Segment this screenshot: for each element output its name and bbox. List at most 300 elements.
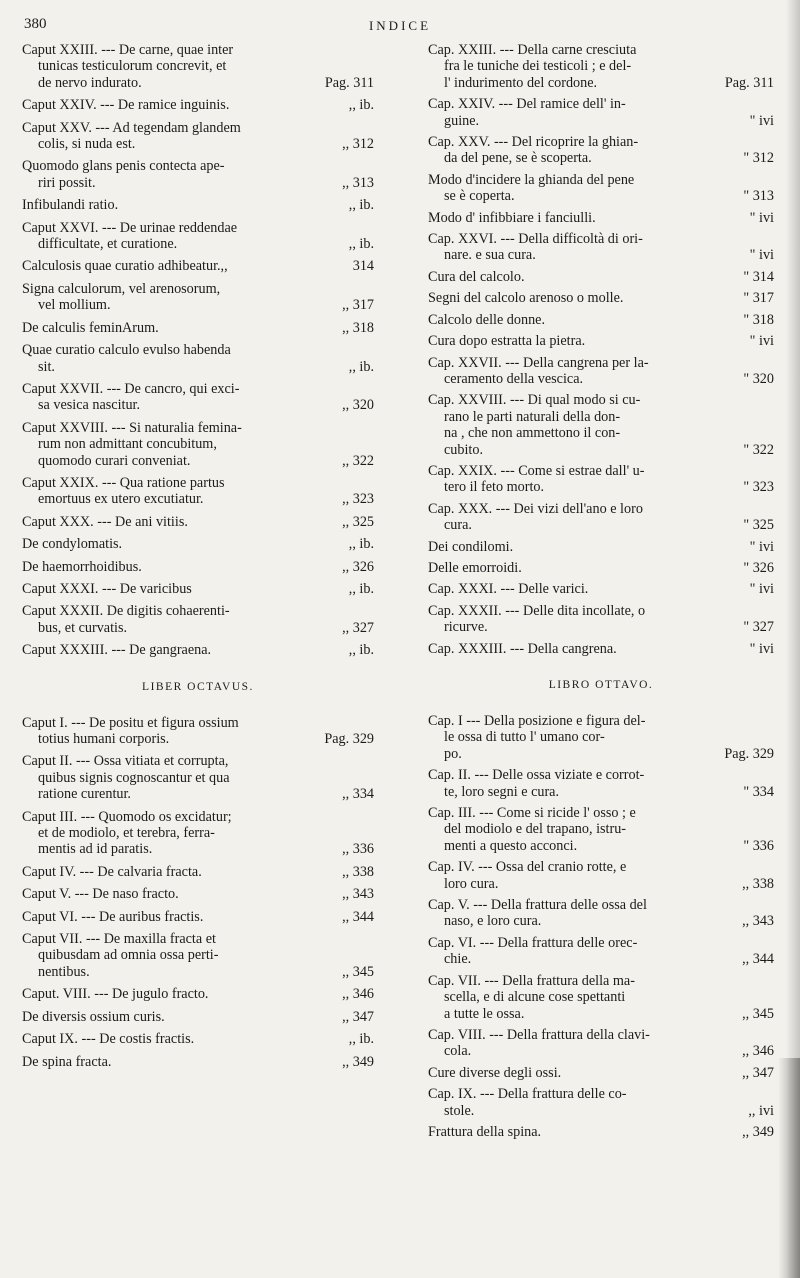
entry-line bbox=[22, 770, 374, 786]
entry-text: Cap. XXIII. --- Della carne cresciuta bbox=[428, 42, 637, 58]
entry-text: ceramento della vescica. bbox=[444, 370, 584, 387]
entry-text: Cap. IX. --- Della frattura delle co- bbox=[428, 1086, 627, 1103]
index-entry bbox=[428, 581, 774, 597]
entry-line bbox=[22, 491, 374, 507]
entry-text: rano le parti naturali della don- bbox=[444, 408, 621, 425]
entry-page-ref: ,, 325 bbox=[342, 513, 374, 530]
entry-page-ref: ,, 323 bbox=[342, 491, 374, 508]
index-entry bbox=[428, 603, 774, 636]
entry-page-ref: ,, 338 bbox=[742, 875, 774, 892]
entry-line bbox=[22, 1054, 374, 1070]
index-entry bbox=[22, 536, 374, 552]
entry-line bbox=[428, 729, 774, 745]
entry-page-ref: " 320 bbox=[743, 370, 774, 387]
entry-page-ref: ,, ib. bbox=[348, 1031, 374, 1048]
entry-line bbox=[428, 989, 774, 1005]
entry-line bbox=[428, 1065, 774, 1081]
entry-line bbox=[22, 964, 374, 980]
index-entry bbox=[22, 342, 374, 375]
entry-line bbox=[22, 603, 374, 619]
entry-page-ref: " 325 bbox=[743, 517, 774, 534]
entry-text: de nervo indurato. bbox=[38, 74, 142, 91]
entry-text: Cap. XXXIII. --- Della cangrena. bbox=[428, 640, 617, 657]
entry-text: Cap. XXVII. --- Della cangrena per la- bbox=[428, 354, 649, 371]
page-corner-shadow bbox=[778, 1058, 800, 1278]
index-entry bbox=[22, 909, 374, 925]
entry-text: totius humani corporis. bbox=[38, 731, 170, 747]
index-entry bbox=[428, 713, 774, 762]
entry-text: po. bbox=[444, 745, 462, 762]
entry-line bbox=[22, 986, 374, 1002]
latin-book-title: LIBER OCTAVUS. bbox=[142, 680, 254, 693]
index-entry bbox=[428, 501, 774, 534]
entry-line bbox=[428, 42, 774, 58]
index-entry bbox=[22, 97, 374, 113]
entry-page-ref: ,, 318 bbox=[342, 319, 374, 336]
entry-page-ref: ,, 346 bbox=[742, 1043, 774, 1060]
entry-line bbox=[428, 897, 774, 913]
entry-line bbox=[428, 838, 774, 854]
entry-text: Dei condilomi. bbox=[428, 538, 514, 555]
entry-page-ref: ,, ib. bbox=[348, 197, 374, 214]
entry-text: De diversis ossium curis. bbox=[22, 1008, 165, 1025]
entry-line bbox=[22, 58, 374, 74]
index-entry bbox=[22, 642, 374, 658]
index-entry bbox=[428, 392, 774, 458]
entry-text: Caput XXX. --- De ani vitiis. bbox=[22, 513, 188, 530]
index-entry bbox=[22, 420, 374, 469]
page-header bbox=[0, 16, 800, 38]
index-entry bbox=[428, 134, 774, 167]
index-entry bbox=[22, 514, 374, 530]
entry-text: Cap. XXVI. --- Della difficoltà di ori- bbox=[428, 231, 643, 248]
entry-page-ref: ,, 338 bbox=[342, 863, 374, 880]
italian-entries-book7 bbox=[428, 42, 774, 657]
entry-text: nare. e sua cura. bbox=[444, 247, 536, 264]
entry-page-ref: " 318 bbox=[743, 311, 774, 328]
entry-line bbox=[428, 560, 774, 576]
entry-text: quomodo curari conveniat. bbox=[38, 452, 191, 469]
entry-text: Signa calculorum, vel arenosorum, bbox=[22, 280, 221, 297]
entry-text: Cap. VIII. --- Della frattura della clavi- bbox=[428, 1026, 650, 1043]
entry-line bbox=[428, 58, 774, 74]
entry-line bbox=[428, 501, 774, 517]
entry-line bbox=[428, 1086, 774, 1102]
entry-text: Caput XXXIII. --- De gangraena. bbox=[22, 642, 212, 659]
entry-page-ref: ,, ib. bbox=[348, 236, 374, 253]
entry-line bbox=[428, 371, 774, 387]
entry-text: quibus signis cognoscantur et qua bbox=[38, 769, 230, 786]
entry-line bbox=[22, 381, 374, 397]
index-entry bbox=[22, 281, 374, 314]
entry-line bbox=[22, 158, 374, 174]
index-entry bbox=[22, 809, 374, 858]
entry-text: Cap. XXIX. --- Come si estrae dall' u- bbox=[428, 462, 645, 479]
entry-text: Caput XXVI. --- De urinae reddendae bbox=[22, 219, 238, 236]
entry-text: sa vesica nascitur. bbox=[38, 397, 141, 414]
entry-text: te, loro segni e cura. bbox=[444, 783, 560, 800]
entry-text: Cure diverse degli ossi. bbox=[428, 1064, 562, 1081]
entry-text: Caput V. --- De naso fracto. bbox=[22, 886, 179, 903]
entry-text: Caput XXVII. --- De cancro, qui exci- bbox=[22, 380, 240, 397]
entry-text: Calculosis quae curatio adhibeatur.,, bbox=[22, 258, 228, 275]
entry-line bbox=[22, 909, 374, 925]
entry-line bbox=[428, 392, 774, 408]
entry-line bbox=[428, 951, 774, 967]
entry-text: menti a questo acconci. bbox=[444, 837, 578, 854]
entry-page-ref: ,, 336 bbox=[342, 841, 374, 858]
entry-text: Caput II. --- Ossa vitiata et corrupta, bbox=[22, 753, 229, 770]
entry-page-ref: ,, 345 bbox=[342, 963, 374, 980]
index-entry bbox=[22, 986, 374, 1002]
index-entry bbox=[22, 158, 374, 191]
entry-text: scella, e di alcune cose spettanti bbox=[444, 989, 626, 1006]
entry-page-ref: ,, 322 bbox=[342, 452, 374, 469]
entry-line bbox=[22, 581, 374, 597]
entry-text: ricurve. bbox=[444, 619, 488, 636]
entry-text: chie. bbox=[444, 951, 472, 968]
entry-line bbox=[428, 767, 774, 783]
entry-line bbox=[22, 420, 374, 436]
entry-line bbox=[22, 642, 374, 658]
index-entry bbox=[428, 973, 774, 1022]
entry-line bbox=[22, 1009, 374, 1025]
page-number: 380 bbox=[24, 16, 47, 32]
index-entry bbox=[428, 312, 774, 328]
index-entry bbox=[428, 539, 774, 555]
entry-line bbox=[428, 517, 774, 533]
entry-text: Caput XXIX. --- Qua ratione partus bbox=[22, 474, 225, 491]
entry-line bbox=[428, 247, 774, 263]
entry-line bbox=[428, 603, 774, 619]
entry-line bbox=[22, 175, 374, 191]
entry-page-ref: 314 bbox=[352, 258, 374, 275]
entry-line bbox=[428, 913, 774, 929]
entry-line bbox=[22, 753, 374, 769]
entry-page-ref: ,, 326 bbox=[342, 558, 374, 575]
entry-text: Cap. VII. --- Della frattura della ma- bbox=[428, 972, 635, 989]
entry-line bbox=[428, 312, 774, 328]
index-entry bbox=[22, 753, 374, 802]
entry-text: guine. bbox=[444, 112, 480, 129]
entry-page-ref: ,, 313 bbox=[342, 174, 374, 191]
index-entry bbox=[428, 231, 774, 264]
entry-text: Modo d'incidere la ghianda del pene bbox=[428, 171, 635, 188]
entry-text: Caput XXXII. De digitis cohaerenti- bbox=[22, 603, 230, 620]
entry-page-ref: " 336 bbox=[743, 837, 774, 854]
entry-page-ref: ,, 347 bbox=[342, 1008, 374, 1025]
entry-line bbox=[428, 539, 774, 555]
entry-page-ref: " 322 bbox=[743, 441, 774, 458]
entry-page-ref: ,, 327 bbox=[342, 619, 374, 636]
entry-page-ref: " ivi bbox=[749, 640, 774, 657]
latin-column bbox=[22, 42, 374, 1076]
entry-line bbox=[22, 947, 374, 963]
running-head: INDICE bbox=[368, 18, 432, 33]
entry-text: Caput XXXI. --- De varicibus bbox=[22, 580, 192, 597]
index-entry bbox=[22, 886, 374, 902]
entry-line bbox=[428, 1043, 774, 1059]
entry-text: Segni del calcolo arenoso o molle. bbox=[428, 290, 624, 307]
entry-line bbox=[428, 1103, 774, 1119]
index-entry bbox=[428, 641, 774, 657]
entry-line bbox=[22, 514, 374, 530]
entry-text: cura. bbox=[444, 517, 472, 534]
entry-page-ref: ,, 343 bbox=[342, 886, 374, 903]
entry-page-ref: ,, ib. bbox=[348, 97, 374, 114]
entry-text: Frattura della spina. bbox=[428, 1123, 542, 1140]
entry-page-ref: " ivi bbox=[749, 247, 774, 264]
index-entry bbox=[428, 560, 774, 576]
entry-line bbox=[428, 75, 774, 91]
entry-text: emortuus ex utero excutiatur. bbox=[38, 491, 204, 508]
entry-text: Caput III. --- Quomodo os excidatur; bbox=[22, 808, 232, 825]
entry-line bbox=[22, 864, 374, 880]
entry-text: cola. bbox=[444, 1043, 472, 1060]
entry-line bbox=[428, 150, 774, 166]
entry-page-ref: " 334 bbox=[743, 783, 774, 800]
index-entry bbox=[428, 290, 774, 306]
entry-text: loro cura. bbox=[444, 875, 499, 892]
index-entry bbox=[428, 1065, 774, 1081]
index-entry bbox=[428, 859, 774, 892]
entry-text: nentibus. bbox=[38, 963, 90, 980]
entry-text: bus, et curvatis. bbox=[38, 619, 128, 636]
entry-text: Cap. VI. --- Della frattura delle orec- bbox=[428, 934, 638, 951]
entry-line bbox=[22, 786, 374, 802]
entry-page-ref: ,, 317 bbox=[342, 297, 374, 314]
entry-page-ref: " 323 bbox=[743, 479, 774, 496]
entry-line bbox=[428, 1027, 774, 1043]
entry-page-ref: Pag. 329 bbox=[724, 745, 774, 762]
index-entry bbox=[428, 1027, 774, 1060]
index-entry bbox=[22, 1054, 374, 1070]
entry-text: Caput IV. --- De calvaria fracta. bbox=[22, 863, 202, 880]
index-entry bbox=[22, 320, 374, 336]
entry-line bbox=[22, 436, 374, 452]
index-entry bbox=[22, 197, 374, 213]
entry-text: quibusdam ad omnia ossa perti- bbox=[38, 947, 219, 964]
italian-column bbox=[428, 42, 774, 1145]
entry-line bbox=[428, 859, 774, 875]
index-entry bbox=[428, 1124, 774, 1140]
entry-text: Caput I. --- De positu et figura ossium bbox=[22, 714, 239, 731]
entry-page-ref: ,, ib. bbox=[348, 358, 374, 375]
entry-text: del modiolo e del trapano, istru- bbox=[444, 821, 627, 838]
entry-page-ref: " 314 bbox=[743, 268, 774, 285]
entry-text: tero il feto morto. bbox=[444, 479, 545, 496]
index-entry bbox=[22, 42, 374, 91]
index-entry bbox=[22, 475, 374, 508]
entry-page-ref: ,, 312 bbox=[342, 136, 374, 153]
entry-line bbox=[428, 784, 774, 800]
index-entry bbox=[428, 767, 774, 800]
entry-page-ref: ,, 345 bbox=[742, 1005, 774, 1022]
index-entry bbox=[428, 172, 774, 205]
index-entry bbox=[428, 897, 774, 930]
entry-text: Cap. XXXI. --- Delle varici. bbox=[428, 581, 589, 598]
entry-line bbox=[428, 442, 774, 458]
index-entry bbox=[22, 581, 374, 597]
entry-text: rum non admittant concubitum, bbox=[38, 436, 217, 453]
entry-line bbox=[22, 841, 374, 857]
entry-text: De condylomatis. bbox=[22, 536, 123, 553]
entry-text: Caput XXIV. --- De ramice inguinis. bbox=[22, 97, 230, 114]
entry-line bbox=[22, 825, 374, 841]
entry-line bbox=[22, 397, 374, 413]
index-entry bbox=[428, 269, 774, 285]
latin-entries-book7 bbox=[22, 42, 374, 659]
entry-line bbox=[22, 886, 374, 902]
entry-page-ref: " 326 bbox=[743, 559, 774, 576]
entry-line bbox=[22, 220, 374, 236]
index-entry bbox=[22, 715, 374, 748]
entry-page-ref: " ivi bbox=[749, 581, 774, 598]
index-entry bbox=[22, 864, 374, 880]
entry-line bbox=[428, 876, 774, 892]
entry-line bbox=[428, 935, 774, 951]
index-entry bbox=[428, 935, 774, 968]
entry-page-ref: ,, ib. bbox=[348, 580, 374, 597]
entry-text: Caput VII. --- De maxilla fracta et bbox=[22, 931, 216, 948]
entry-line bbox=[428, 1006, 774, 1022]
entry-text: stole. bbox=[444, 1102, 475, 1119]
entry-text: sit. bbox=[38, 358, 55, 375]
index-entry bbox=[22, 120, 374, 153]
entry-line bbox=[428, 231, 774, 247]
entry-line bbox=[428, 210, 774, 226]
index-entry bbox=[22, 1009, 374, 1025]
entry-line bbox=[428, 746, 774, 762]
entry-line bbox=[428, 409, 774, 425]
entry-page-ref: ,, ib. bbox=[348, 642, 374, 659]
entry-line bbox=[22, 1031, 374, 1047]
entry-text: De haemorrhoidibus. bbox=[22, 558, 142, 575]
index-entry bbox=[428, 96, 774, 129]
entry-text: difficultate, et curatione. bbox=[38, 236, 178, 253]
entry-text: da del pene, se è scoperta. bbox=[444, 150, 592, 167]
entry-line bbox=[22, 42, 374, 58]
index-entry bbox=[22, 603, 374, 636]
index-entry bbox=[22, 559, 374, 575]
entry-text: mentis ad id paratis. bbox=[38, 841, 153, 858]
entry-page-ref: ,, 349 bbox=[342, 1053, 374, 1070]
italian-book-title: LIBRO OTTAVO. bbox=[548, 679, 654, 691]
entry-line bbox=[428, 425, 774, 441]
entry-text: fra le tuniche dei testicoli ; e del- bbox=[444, 58, 632, 75]
entry-page-ref: ,, 343 bbox=[742, 913, 774, 930]
entry-text: le ossa di tutto l' umano cor- bbox=[444, 729, 605, 746]
entry-line bbox=[428, 1124, 774, 1140]
entry-line bbox=[22, 715, 374, 731]
entry-line bbox=[428, 290, 774, 306]
entry-text: Caput VI. --- De auribus fractis. bbox=[22, 908, 204, 925]
entry-text: Caput. VIII. --- De jugulo fracto. bbox=[22, 986, 209, 1003]
entry-line bbox=[22, 453, 374, 469]
entry-page-ref: Pag. 311 bbox=[324, 74, 374, 91]
entry-line bbox=[22, 320, 374, 336]
index-entry bbox=[22, 220, 374, 253]
entry-line bbox=[428, 134, 774, 150]
entry-text: Cap. XXV. --- Del ricoprire la ghian- bbox=[428, 134, 639, 151]
entry-page-ref: ,, 349 bbox=[742, 1123, 774, 1140]
entry-line bbox=[22, 559, 374, 575]
entry-text: Infibulandi ratio. bbox=[22, 197, 119, 214]
entry-line bbox=[428, 713, 774, 729]
entry-line bbox=[22, 475, 374, 491]
entry-line bbox=[428, 973, 774, 989]
entry-page-ref: Pag. 311 bbox=[724, 74, 774, 91]
entry-text: Caput XXIII. --- De carne, quae inter bbox=[22, 42, 234, 58]
entry-line bbox=[428, 333, 774, 349]
entry-text: Caput IX. --- De costis fractis. bbox=[22, 1031, 195, 1048]
entry-line bbox=[22, 97, 374, 113]
entry-text: Cap. IV. --- Ossa del cranio rotte, e bbox=[428, 859, 627, 876]
entry-line bbox=[22, 536, 374, 552]
entry-line bbox=[22, 297, 374, 313]
entry-line bbox=[22, 931, 374, 947]
entry-text: Modo d' infibbiare i fanciulli. bbox=[428, 209, 596, 226]
entry-text: Cap. V. --- Della frattura delle ossa del bbox=[428, 897, 647, 914]
index-entry bbox=[22, 258, 374, 274]
entry-text: Cura dopo estratta la pietra. bbox=[428, 333, 586, 350]
entry-text: Caput XXVIII. --- Si naturalia femina- bbox=[22, 419, 242, 436]
entry-page-ref: ,, ib. bbox=[348, 536, 374, 553]
entry-text: Caput XXV. --- Ad tegendam glandem bbox=[22, 119, 241, 136]
entry-line bbox=[22, 75, 374, 91]
entry-line bbox=[428, 805, 774, 821]
entry-line bbox=[428, 269, 774, 285]
entry-page-ref: " 327 bbox=[743, 619, 774, 636]
entry-text: naso, e loro cura. bbox=[444, 913, 542, 930]
entry-text: vel mollium. bbox=[38, 297, 111, 314]
entry-line bbox=[22, 258, 374, 274]
entry-line bbox=[428, 463, 774, 479]
index-entry bbox=[22, 1031, 374, 1047]
entry-text: Quae curatio calculo evulso habenda bbox=[22, 342, 231, 359]
entry-text: Quomodo glans penis contecta ape- bbox=[22, 158, 225, 175]
entry-page-ref: ,, 346 bbox=[342, 986, 374, 1003]
entry-text: cubito. bbox=[444, 441, 484, 458]
entry-text: Cap. XXXII. --- Delle dita incollate, o bbox=[428, 602, 646, 619]
entry-text: Cap. XXVIII. --- Di qual modo si cu- bbox=[428, 392, 641, 409]
index-entry bbox=[428, 333, 774, 349]
entry-page-ref: " ivi bbox=[749, 538, 774, 555]
entry-text: De calculis feminArum. bbox=[22, 319, 159, 336]
index-entry bbox=[428, 463, 774, 496]
entry-text: Cap. XXIV. --- Del ramice dell' in- bbox=[428, 96, 626, 113]
entry-line bbox=[22, 620, 374, 636]
index-entry bbox=[22, 381, 374, 414]
entry-line bbox=[428, 188, 774, 204]
index-entry bbox=[22, 931, 374, 980]
entry-line bbox=[428, 355, 774, 371]
entry-page-ref: ,, 344 bbox=[342, 908, 374, 925]
entry-line bbox=[22, 236, 374, 252]
entry-line bbox=[22, 136, 374, 152]
entry-text: Delle emorroidi. bbox=[428, 559, 522, 576]
entry-line bbox=[22, 809, 374, 825]
entry-text: riri possit. bbox=[38, 174, 96, 191]
entry-line bbox=[22, 197, 374, 213]
entry-text: na , che non ammettono il con- bbox=[444, 425, 621, 442]
entry-line bbox=[428, 172, 774, 188]
entry-line bbox=[22, 342, 374, 358]
entry-line bbox=[22, 731, 374, 747]
entry-page-ref: " 313 bbox=[743, 188, 774, 205]
index-entry bbox=[428, 805, 774, 854]
entry-text: et de modiolo, et terebra, ferra- bbox=[38, 825, 215, 842]
